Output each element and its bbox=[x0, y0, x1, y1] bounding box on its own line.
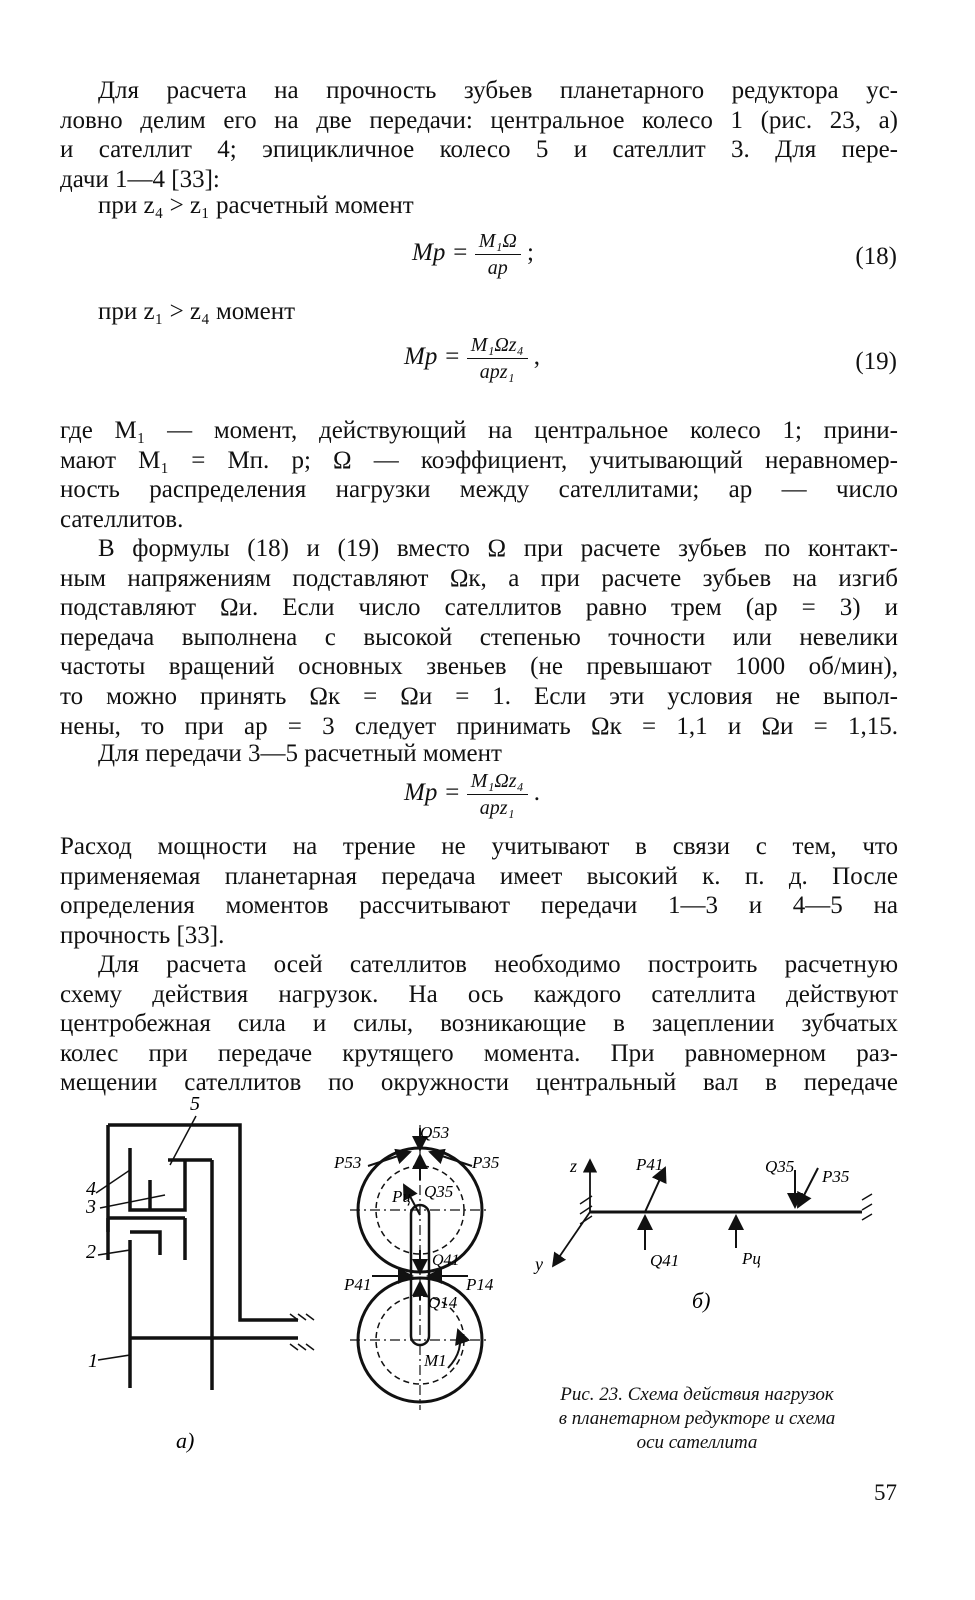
text-line: центробежная сила и силы, возникающие в зацеплении зубчатых bbox=[60, 1010, 898, 1038]
eq18-tail: ; bbox=[527, 239, 534, 267]
eq18-lhs: Mр = bbox=[412, 239, 469, 267]
text-line: мают M₁ = Mп. р; Ω — коэффициент, учитывающий неравномер- bbox=[60, 446, 898, 474]
label-Q41-mid: Q41 bbox=[432, 1252, 460, 1269]
figure-caption bbox=[502, 1383, 892, 1455]
eq18-fraction bbox=[475, 228, 521, 281]
eq20-fraction bbox=[467, 768, 528, 821]
text-line: Для расчета осей сателлитов необходимо построить расчетную bbox=[98, 951, 898, 978]
equation-18 bbox=[412, 228, 534, 281]
leader-lines bbox=[96, 1116, 196, 1360]
eq18-denominator: aр bbox=[487, 257, 508, 279]
eq19-denominator: aрz₁ bbox=[479, 361, 515, 383]
condition-3: Для передачи 3—5 расчетный момент bbox=[98, 740, 502, 767]
label-1: 1 bbox=[88, 1350, 98, 1372]
label-P14: P14 bbox=[466, 1275, 494, 1294]
equation-20 bbox=[404, 768, 540, 821]
label-Pu: Pц bbox=[392, 1187, 411, 1206]
condition-1: при z₄ > z₁ расчетный момент bbox=[98, 192, 414, 219]
axle-scheme bbox=[553, 1160, 862, 1266]
label-2: 2 bbox=[86, 1241, 96, 1263]
label-y: y bbox=[535, 1254, 543, 1274]
label-P41-mid: P41 bbox=[344, 1275, 372, 1294]
caption-line: в планетарном редукторе и схема bbox=[558, 1408, 836, 1429]
eq19-numerator: M₁Ωz₄ bbox=[467, 332, 528, 359]
text-line: схему действия нагрузок. На ось каждого сателлита действуют bbox=[60, 980, 898, 1008]
eq19-fraction bbox=[467, 332, 528, 385]
label-P35: P35 bbox=[472, 1153, 500, 1172]
text-line: то можно принять Ωк = Ωи = 1. Если эти условия не выпол- bbox=[60, 682, 898, 710]
label-Q53: Q53 bbox=[420, 1123, 450, 1142]
label-Q35: Q35 bbox=[424, 1182, 454, 1201]
paragraph-1 bbox=[60, 76, 898, 194]
text-line: дачи 1—4 [33]: bbox=[60, 165, 220, 193]
satellite-2-outline bbox=[130, 1232, 160, 1255]
text-line: сателлитов. bbox=[60, 505, 184, 533]
paragraph-5 bbox=[60, 950, 898, 1098]
text-line: ным напряжениям подставляют Ωк, а при расчете зубьев на изгиб bbox=[60, 564, 898, 592]
subfigure-b-label: б) bbox=[692, 1288, 711, 1313]
label-Q35-b: Q35 bbox=[765, 1157, 795, 1176]
label-5: 5 bbox=[190, 1093, 200, 1115]
text-line: передача выполнена с высокой степенью точности или невелики bbox=[60, 623, 898, 651]
text-line: Для расчета на прочность зубьев планетарного редуктора ус- bbox=[98, 77, 898, 104]
gearbox-schematic bbox=[108, 1125, 298, 1390]
text-line: колес при передаче крутящего момента. При равномерном раз- bbox=[60, 1039, 898, 1067]
equation-number-19: (19) bbox=[855, 348, 897, 375]
label-Pu-b: Pц bbox=[742, 1249, 761, 1268]
label-M1: M1 bbox=[424, 1351, 447, 1370]
text-line: подставляют Ωи. Если число сателлитов равно трем (aр = 3) и bbox=[60, 594, 898, 622]
eq20-denominator: aрz₁ bbox=[479, 797, 515, 819]
text-line: прочность [33]. bbox=[60, 921, 225, 949]
arrow-P53 bbox=[368, 1152, 410, 1166]
text-line: ловно делим его на две передачи: центральное колесо 1 (рис. 23, а) bbox=[60, 106, 898, 134]
condition-2: при z₁ > z₄ момент bbox=[98, 298, 296, 325]
text-line: ность распределения нагрузки между сателлитами; aр — число bbox=[60, 476, 898, 504]
subfigure-a-label: а) bbox=[176, 1428, 195, 1453]
eq19-lhs: Mр = bbox=[404, 343, 461, 371]
text-line: где M₁ — момент, действующий на центральное колесо 1; прини- bbox=[60, 417, 898, 444]
eq18-numerator: M₁Ω bbox=[475, 228, 521, 255]
text-line: определения моментов рассчитывают передачи 1—3 и 4—5 на bbox=[60, 892, 898, 920]
label-P53: P53 bbox=[334, 1153, 362, 1172]
arrow-P35 bbox=[430, 1152, 472, 1166]
label-4: 4 bbox=[86, 1178, 96, 1200]
arrow-P41-b bbox=[645, 1168, 665, 1212]
support-hatching bbox=[580, 1194, 872, 1224]
page-number: 57 bbox=[874, 1480, 897, 1505]
paragraph-3 bbox=[60, 534, 898, 741]
eq20-lhs: Mр = bbox=[404, 779, 461, 807]
equation-number-18: (18) bbox=[855, 243, 897, 270]
label-Q14: Q14 bbox=[428, 1293, 458, 1312]
paragraph-4 bbox=[60, 832, 898, 950]
equation-19 bbox=[404, 332, 540, 385]
label-Q41-b: Q41 bbox=[650, 1251, 680, 1270]
text-line: Расход мощности на трение не учитывают в связи с тем, что bbox=[60, 833, 898, 860]
eq19-tail: , bbox=[533, 343, 541, 371]
text-line: частоты вращений основных звеньев (не превышают 1000 об/мин), bbox=[60, 653, 898, 681]
text-line: мещении сателлитов по окружности центральный вал в передаче bbox=[60, 1069, 898, 1097]
caption-line: Рис. 23. Схема действия нагрузок bbox=[560, 1384, 834, 1405]
label-3: 3 bbox=[86, 1196, 96, 1218]
text-line: В формулы (18) и (19) вместо Ω при расчете зубьев по контакт- bbox=[98, 535, 898, 562]
label-P41-b: P41 bbox=[636, 1155, 664, 1174]
text-line: и сателлит 4; эпицикличное колесо 5 и сателлит 3. Для пере- bbox=[60, 136, 898, 164]
text-line: нены, то при aр = 3 следует принимать Ωк = 1,1 и Ωи = 1,15. bbox=[60, 712, 898, 740]
label-P35-b: P35 bbox=[822, 1167, 850, 1186]
paragraph-2 bbox=[60, 416, 898, 534]
arrow-P35-b bbox=[798, 1168, 818, 1207]
label-z: z bbox=[570, 1156, 578, 1176]
caption-line: оси сателлита bbox=[636, 1432, 758, 1453]
axis-y bbox=[553, 1212, 590, 1266]
eq20-numerator: M₁Ωz₄ bbox=[467, 768, 528, 795]
eq20-tail: . bbox=[533, 779, 541, 807]
text-line: применяемая планетарная передача имеет высокий к. п. д. После bbox=[60, 862, 898, 890]
ring-gear-5-housing bbox=[108, 1125, 298, 1320]
